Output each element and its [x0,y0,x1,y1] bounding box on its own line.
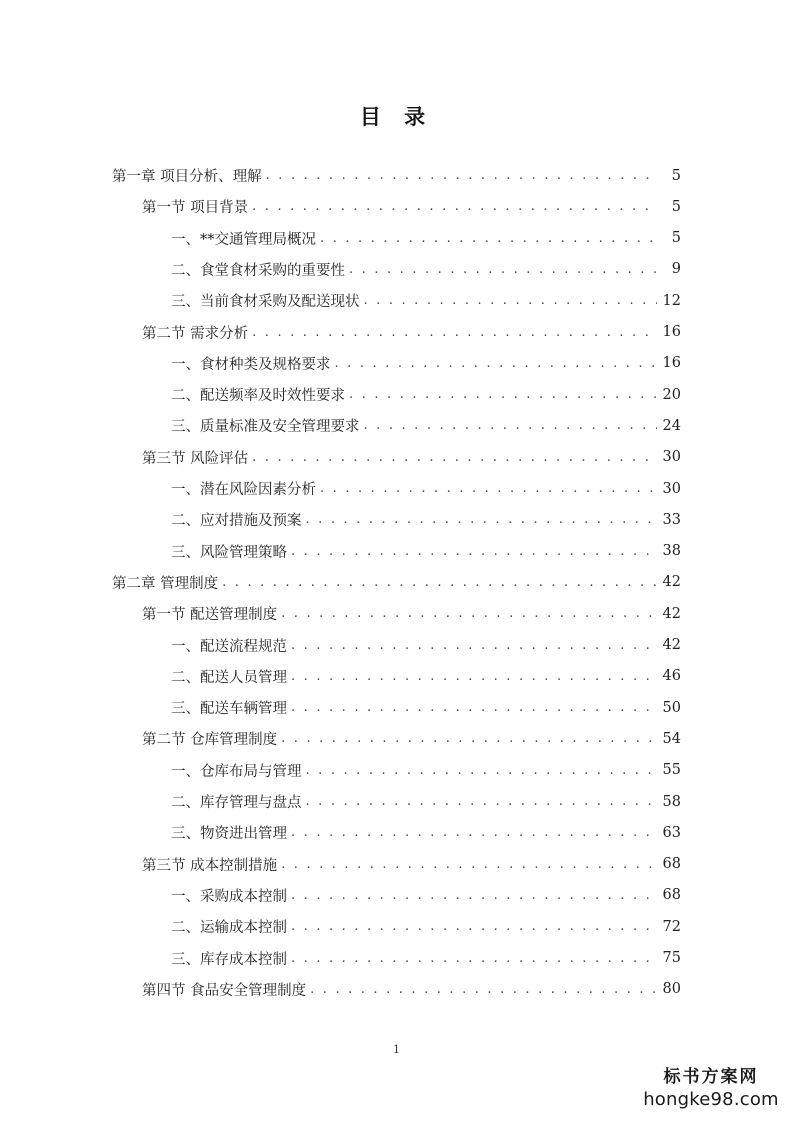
toc-dot-leader [222,575,656,590]
toc-entry-page: 72 [662,918,681,935]
toc-entry-label: 三、当前食材采购及配送现状 [171,294,360,311]
toc-dot-leader [310,982,656,997]
toc-entry[interactable] [142,317,681,348]
toc-entry-page: 55 [662,762,681,779]
toc-entry-page: 68 [662,856,681,873]
toc-entry-page: 54 [662,730,681,747]
toc-entry-label: 二、食堂食材采购的重要性 [171,262,345,279]
toc-dot-leader [320,231,657,246]
toc-entry[interactable] [142,723,681,754]
page-title: 目 录 [359,104,434,129]
toc-dot-leader [306,512,657,527]
toc-entry-label: 一、潜在风险因素分析 [171,482,316,498]
toc-entry-label: 第三节 成本控制措施 [142,857,278,874]
toc-entry-label: 第三节 风险评估 [142,450,249,467]
toc-entry-label: 三、质量标准及安全管理要求 [171,419,360,436]
toc-entry[interactable] [142,974,681,1005]
toc-entry-label: 三、库存成本控制 [171,951,287,968]
toc-entry[interactable] [171,692,681,723]
toc-entry-label: 第二节 需求分析 [142,325,249,342]
toc-entry-page: 5 [671,198,681,215]
toc-entry-label: 三、物资进出管理 [171,826,287,843]
toc-entry[interactable] [171,630,681,661]
toc-entry-page: 58 [662,793,681,810]
toc-entry[interactable] [171,661,681,692]
toc-dot-leader [281,857,656,872]
toc-entry-page: 42 [662,637,681,653]
toc-entry-page: 24 [662,417,681,434]
toc-dot-leader [320,481,657,496]
toc-entry[interactable] [112,160,681,191]
toc-dot-leader [306,763,657,778]
watermark-logo [641,1066,781,1112]
toc-entry-page: 75 [662,950,681,966]
toc-entry-page: 9 [671,261,681,278]
toc-dot-leader [291,544,657,559]
toc-dot-leader [252,325,656,340]
watermark-site-name: 标书方案网 [663,1067,759,1087]
toc-dot-leader [252,450,656,465]
toc-entry-label: 第四节 食品安全管理制度 [142,982,307,999]
toc-entry-page: 42 [662,574,681,591]
watermark-site-url: hongke98.com [643,1089,779,1110]
toc-entry[interactable] [171,223,681,254]
toc-entry-page: 46 [662,668,681,685]
toc-dot-leader [291,825,657,840]
toc-entry[interactable] [171,504,681,535]
toc-dot-leader [252,199,657,214]
toc-dot-leader [281,606,656,621]
toc-entry-page: 20 [662,386,681,403]
toc-dot-leader [349,387,657,402]
toc-entry-page: 16 [662,324,681,340]
toc-entry-page: 38 [662,543,681,560]
toc-entry-label: 二、配送人员管理 [171,669,287,686]
toc-entry-label: 一、配送流程规范 [171,638,287,655]
toc-entry-page: 42 [662,605,681,622]
toc-entry[interactable] [142,598,681,629]
toc-entry-label: 一、食材种类及规格要求 [171,356,331,373]
page-number: 1 [393,1043,400,1056]
toc-dot-leader [306,794,657,809]
toc-entry-page: 50 [662,699,681,716]
toc-entry-label: 一、仓库布局与管理 [171,763,302,780]
toc-entry[interactable] [171,911,681,942]
toc-entry-label: 第一章 项目分析、理解 [112,169,262,185]
toc-entry[interactable] [171,473,681,504]
toc-entry-page: 33 [662,511,681,528]
toc-entry[interactable] [171,254,681,285]
toc-entry[interactable] [171,285,681,316]
toc-entry-label: 三、配送车辆管理 [171,701,287,718]
toc-entry[interactable] [171,536,681,567]
toc-entry-label: 三、风险管理策略 [171,544,287,561]
toc-dot-leader [291,951,657,966]
toc-dot-leader [364,293,657,308]
toc-entry[interactable] [171,817,681,848]
toc-entry-page: 16 [662,355,681,372]
toc-entry-page: 30 [662,480,681,497]
toc-dot-leader [291,700,657,715]
toc-dot-leader [281,731,656,746]
toc-entry-label: 第一节 配送管理制度 [142,607,278,624]
toc-entry-page: 80 [662,981,681,998]
toc-dot-leader [291,638,657,653]
toc-entry-label: 二、库存管理与盘点 [171,795,302,811]
toc-entry-label: 第二章 管理制度 [112,575,219,592]
toc-entry[interactable] [171,786,681,817]
toc-entry[interactable] [171,880,681,911]
toc-entry-label: 二、应对措施及预案 [171,513,302,530]
toc-entry[interactable] [171,943,681,974]
toc-entry-label: 二、配送频率及时效性要求 [171,388,345,405]
toc-entry[interactable] [171,379,681,410]
toc-entry-page: 63 [662,824,681,841]
toc-entry[interactable] [142,442,681,473]
toc-dot-leader [266,168,657,183]
toc-entry-page: 30 [662,449,681,466]
toc-entry[interactable] [112,567,681,598]
toc-entry-page: 68 [662,887,681,904]
toc-entry[interactable] [142,849,681,880]
toc-dot-leader [364,418,657,433]
toc-entry-page: 12 [662,292,681,309]
toc-entry-label: 一、**交通管理局概况 [171,231,316,248]
toc-dot-leader [291,669,657,684]
toc-entry-page: 5 [671,230,681,247]
toc-dot-leader [335,356,657,371]
toc-dot-leader [349,262,657,277]
toc-dot-leader [291,888,657,903]
toc-entry[interactable] [142,191,681,222]
toc-entry-label: 第二节 仓库管理制度 [142,732,278,749]
toc-entry-label: 一、采购成本控制 [171,888,287,905]
toc-entry-page: 5 [671,167,681,184]
toc-entry-label: 第一节 项目背景 [142,200,249,217]
toc-entry[interactable] [171,755,681,786]
toc-entry-label: 二、运输成本控制 [171,920,287,937]
toc-entry[interactable] [171,410,681,441]
toc-entry[interactable] [171,348,681,379]
toc-dot-leader [291,919,657,934]
